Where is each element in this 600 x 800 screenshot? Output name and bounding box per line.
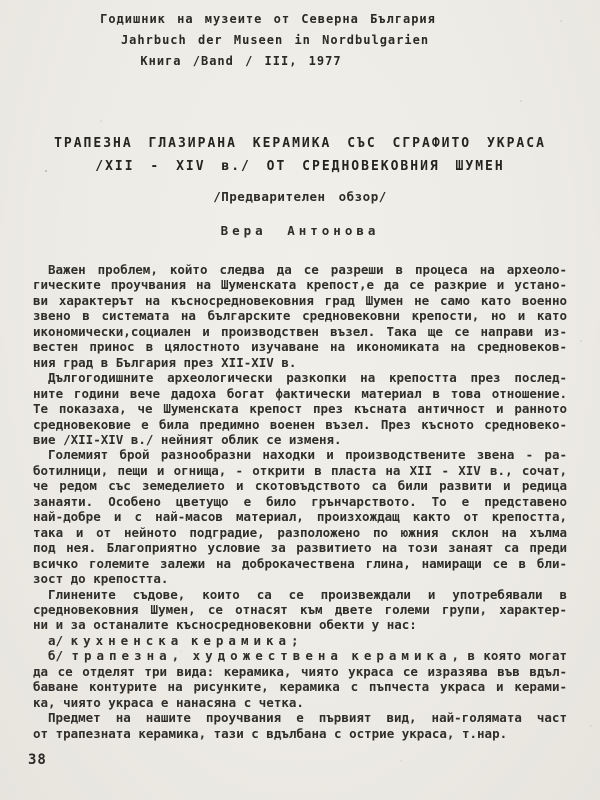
article-title-line2: /XII - XIV в./ ОТ СРЕДНОВЕКОВНИЯ ШУМЕН (95, 159, 505, 174)
article-body (33, 262, 567, 741)
body-line: средновековния Шумен, се отнасят към двете големи групи, характер- (33, 601, 567, 617)
paragraph (33, 370, 567, 447)
body-line: под нея. Благоприятно условие за развитието на този занаят са преди (33, 540, 567, 556)
plain-text: а/ (48, 632, 71, 648)
body-line: най-добре и с най-масов материал, произхождащ както от крепостта, (33, 509, 567, 525)
plain-text (184, 648, 192, 663)
journal-title-bulgarian: Годишник на музеите от Северна България (100, 12, 436, 26)
body-line: звено в системата на българските средновековни крепости, но и като (33, 308, 567, 324)
body-line (33, 633, 567, 648)
paragraph (33, 587, 567, 633)
paragraph (33, 648, 567, 710)
body-line: от трапезната керамика, тази с вдълбана с острие украса, т.нар. (33, 725, 508, 741)
paragraph (33, 710, 567, 741)
body-line: ви характерът на късносредновековния град Шумен не само като военно (33, 292, 567, 308)
body-line: че редом със земеделието и скотовъдството са били развити и редица (33, 478, 567, 494)
body-line: средновековие е била предимно военен възел. През късното средновеко- (33, 416, 567, 432)
body-line: ни и за останалите късносредновековни обекти у нас: (33, 617, 417, 633)
journal-title-german: Jahrbuch der Museen in Nordbulgarien (120, 33, 430, 47)
letterspaced-term: керамика (351, 648, 452, 664)
body-line: да се отделят три вида: керамика, чиято украса се изразява във вдъл- (33, 663, 567, 679)
body-line: ка, чиято украса е нанасяна с четка. (33, 694, 304, 710)
body-line: Важен проблем, който следва да се разреши в процеса на археоло- (48, 262, 567, 277)
body-line: Те показаха, че Шуменската крепост през късната античност и ранното (33, 401, 567, 417)
body-line: зост до крепостта. (33, 571, 169, 587)
letterspaced-term: керамика; (190, 632, 304, 648)
body-line: всичко големите залежи на доброкачествена глина, намиращи се в бли- (33, 555, 567, 571)
body-line: Глинените съдове, които са се произвеждали и употребявали в (48, 586, 567, 602)
body-line: икономически,социален и производствен възел. Така ще се направи из- (33, 323, 567, 339)
paragraph (33, 447, 567, 586)
plain-text: б/ (48, 648, 72, 664)
body-line: ните години вече дадоха богат фактически материал в това отношение. (33, 385, 567, 401)
body-line: Предмет на нашите проучвания е първият вид, най-голямата част (48, 710, 567, 726)
body-line: ния град в България през XII-XIV в. (33, 354, 297, 370)
body-line: гическите проучвания на Шуменската крепост,е да се разкрие и устано- (33, 277, 567, 293)
body-line: занаяти. Особено цветущо е било грънчарството. То е представено (33, 493, 567, 509)
paragraph (33, 262, 567, 370)
paragraph (33, 633, 567, 648)
article-subtitle: /Предварителен обзор/ (213, 189, 387, 204)
body-line: баване контурите на рисунките, керамика с пъпчеста украса и керами- (33, 679, 567, 695)
letterspaced-term: трапезна, (71, 648, 185, 664)
journal-volume-year: Книга /Band / III, 1977 (140, 54, 342, 68)
body-line: вие /XII-XIV в./ нейният облик се изменя. (33, 431, 342, 447)
body-line: вестен принос в цялостното изучаване на икономиката на средновеков- (33, 339, 567, 355)
journal-masthead (0, 0, 600, 72)
body-line: Дългогодишните археологически разкопки на крепостта през послед- (48, 370, 567, 386)
page-number: 38 (28, 752, 47, 768)
article-author: Вера Антонова (220, 223, 380, 238)
body-line (33, 648, 567, 663)
letterspaced-term: кухненска (70, 632, 184, 648)
plain-text: , в която могат (451, 648, 568, 664)
plain-text (183, 633, 191, 648)
letterspaced-term: художествена (192, 648, 343, 664)
article-title-line1: ТРАПЕЗНА ГЛАЗИРАНА КЕРАМИКА СЪС СГРАФИТО УКРАСА (54, 136, 546, 151)
body-line: ботилници, пещи и огнища, - открити в пласта на XII - XIV в., сочат, (33, 462, 567, 478)
body-line: така и от нейното подградие, разположено по южния склон на хълма (33, 524, 567, 540)
body-line: Големият брой разнообразни находки и производствените звена - ра- (48, 447, 567, 463)
article-title (0, 132, 600, 178)
